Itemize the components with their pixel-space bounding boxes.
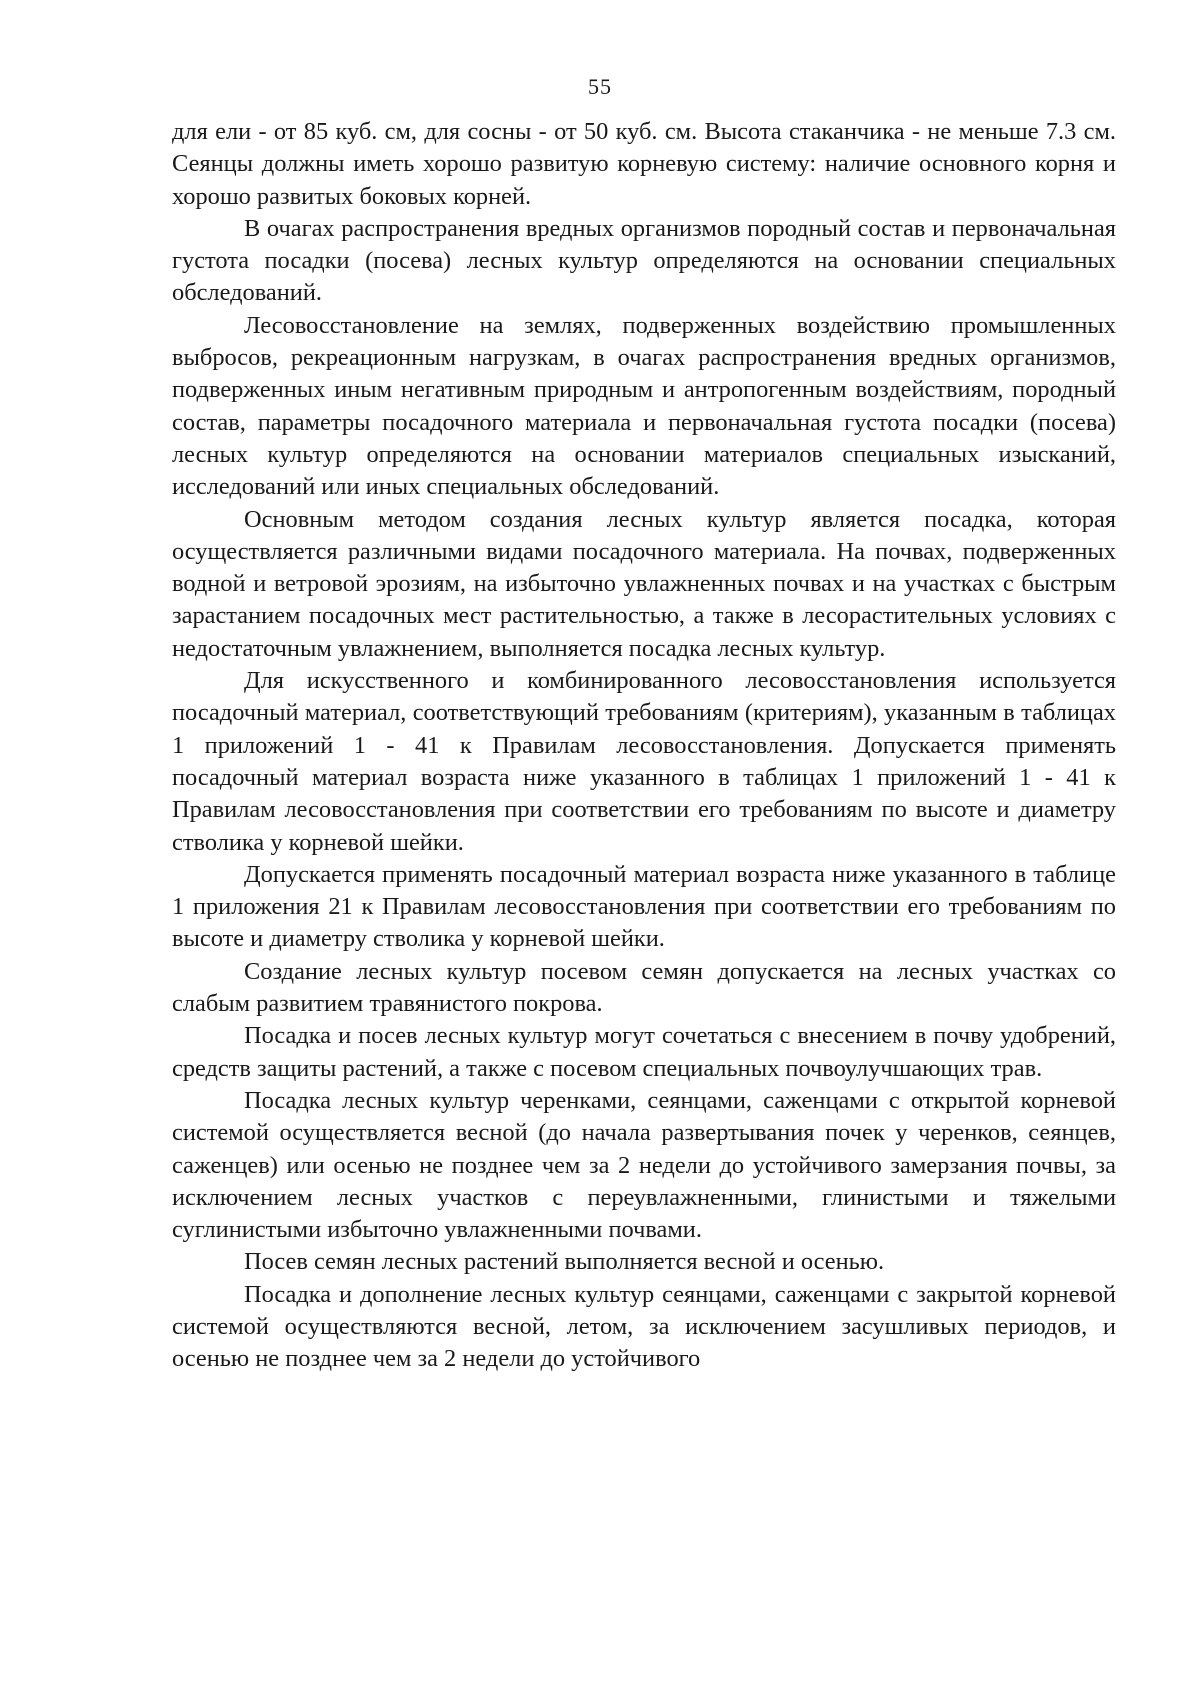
paragraph: Посадка и дополнение лесных культур сеянцами, саженцами с закрытой корневой системой осуществляются весной, летом, за исключением засушливых периодов, и осенью не позднее чем за 2 недели до устойчивого (172, 1280, 1116, 1373)
paragraph: Посадка лесных культур черенками, сеянцами, саженцами с открытой корневой системой осуществляется весной (до начала развертывания почек у черенков, сеянцев, саженцев) или осенью не позднее чем за 2 недели до устойчивого замерзания почвы, за исключением лесных участков с переувлажненными, глинистыми и тяжелыми суглинистыми избыточно увлажненными почвами. (172, 1086, 1116, 1244)
paragraph: В очагах распространения вредных организмов породный состав и первоначальная густота посадки (посева) лесных культур определяются на основании специальных обследований. (172, 214, 1116, 307)
paragraph: Лесовосстановление на землях, подверженных воздействию промышленных выбросов, рекреационным нагрузкам, в очагах распространения вредных организмов, подверженных иным негативным природным и антропогенным воздействиям, породный состав, параметры посадочного материала и первоначальная густота посадки (посева) лесных культур определяются на основании материалов специальных изысканий, исследований или иных специальных обследований. (172, 311, 1116, 501)
page-number: 55 (588, 74, 612, 99)
paragraph: Посев семян лесных растений выполняется весной и осенью. (244, 1248, 885, 1276)
paragraph: Основным методом создания лесных культур является посадка, которая осуществляется различными видами посадочного материала. На почвах, подверженных водной и ветровой эрозиям, на избыточно увлажненных почвах и на участках с быстрым зарастанием посадочных мест растительностью, а также в лесорастительных условиях с недостаточным увлажнением, выполняется посадка лесных культур. (172, 505, 1116, 662)
paragraph: Для искусственного и комбинированного лесовосстановления используется посадочный материал, соответствующий требованиям (критериям), указанным в таблицах 1 приложений 1 - 41 к Правилам лесовосстановления. Допускается применять посадочный материал возраста ниже указанного в таблицах 1 приложений 1 - 41 к Правилам лесовосстановления при соответствии его требованиям по высоте и диаметру стволика у корневой шейки. (172, 667, 1116, 856)
paragraph: Создание лесных культур посевом семян допускается на лесных участках со слабым развитием травянистого покрова. (172, 957, 1116, 1018)
paragraph: Допускается применять посадочный материал возраста ниже указанного в таблице 1 приложения 21 к Правилам лесовосстановления при соответствии его требованиям по высоте и диаметру стволика у корневой шейки. (172, 860, 1116, 953)
paragraph: Посадка и посев лесных культур могут сочетаться с внесением в почву удобрений, средств защиты растений, а также с посевом специальных почвоулучшающих трав. (172, 1022, 1116, 1082)
document-body (172, 116, 1116, 1376)
paragraph-continuation: для ели - от 85 куб. см, для сосны - от 50 куб. см. Высота стаканчика - не меньше 7.3 см. Сеянцы должны иметь хорошо развитую корневую систему: наличие основного корня и хорошо развитых боковых корней. (172, 118, 1116, 210)
